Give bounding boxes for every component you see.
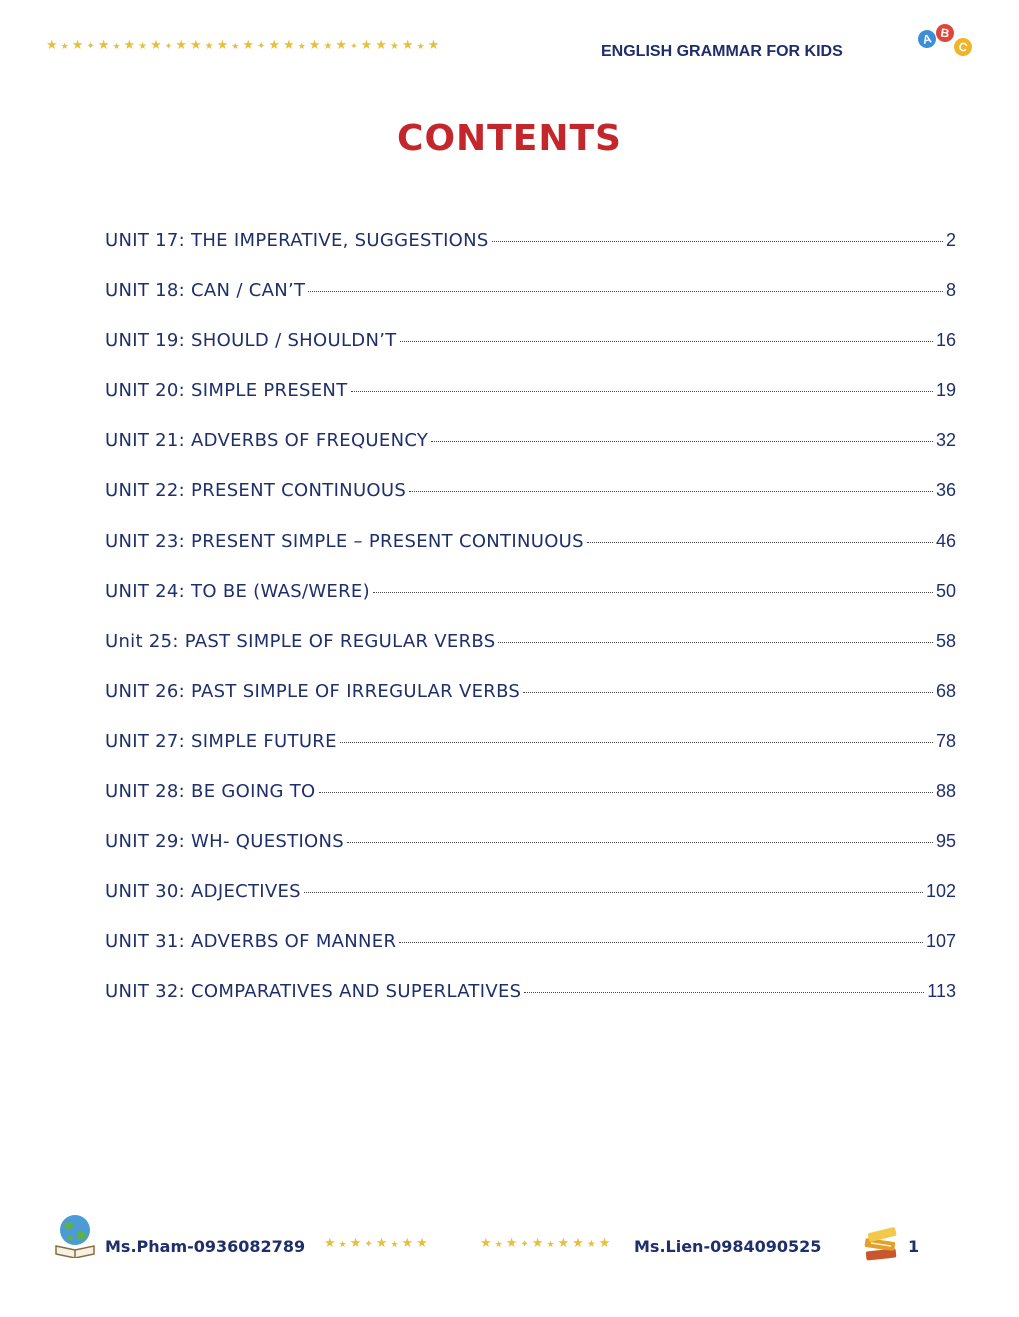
toc-dot-leader xyxy=(409,491,933,492)
toc-entry-page-number: 88 xyxy=(935,781,956,802)
toc-entry-label: UNIT 32: COMPARATIVES AND SUPERLATIVES xyxy=(105,981,522,1003)
toc-dot-leader xyxy=(340,742,933,743)
toc-entry-label: UNIT 22: PRESENT CONTINUOUS xyxy=(105,480,407,502)
books-icon xyxy=(862,1226,900,1262)
toc-entry-page-number: 78 xyxy=(935,730,956,751)
footer-contact-left: Ms.Pham-0936082789 xyxy=(105,1237,306,1256)
toc-dot-leader xyxy=(373,592,933,593)
toc-entry[interactable] xyxy=(105,280,956,330)
footer-star-decoration-left: ★★★✦★★★★ xyxy=(324,1236,431,1251)
toc-entry[interactable] xyxy=(105,931,956,981)
toc-entry[interactable] xyxy=(105,731,956,781)
toc-entry-page-number: 58 xyxy=(935,630,956,651)
page-number: 1 xyxy=(908,1237,920,1256)
toc-dot-leader xyxy=(319,792,933,793)
toc-entry-label: UNIT 26: PAST SIMPLE OF IRREGULAR VERBS xyxy=(105,680,521,702)
toc-dot-leader xyxy=(492,241,943,242)
toc-dot-leader xyxy=(351,391,933,392)
toc-entry[interactable] xyxy=(105,430,956,480)
toc-dot-leader xyxy=(587,542,933,543)
toc-entry[interactable] xyxy=(105,531,956,581)
toc-entry-label: UNIT 18: CAN / CAN’T xyxy=(105,280,306,302)
toc-entry[interactable] xyxy=(105,781,956,831)
header-star-decoration: ★★★✦★★★★★✦★★★★★★✦★★★★★★✦★★★★★★ xyxy=(46,38,443,53)
toc-entry-label: Unit 25: PAST SIMPLE OF REGULAR VERBS xyxy=(105,630,496,652)
toc-entry-page-number: 95 xyxy=(935,831,956,852)
toc-entry[interactable] xyxy=(105,631,956,681)
toc-entry-page-number: 16 xyxy=(935,330,956,351)
toc-entry[interactable] xyxy=(105,581,956,631)
toc-entry-page-number: 50 xyxy=(935,580,956,601)
page-title: CONTENTS xyxy=(397,118,622,159)
toc-entry-label: UNIT 30: ADJECTIVES xyxy=(105,881,301,903)
globe-book-icon xyxy=(54,1212,96,1258)
toc-entry-page-number: 68 xyxy=(935,680,956,701)
toc-entry[interactable] xyxy=(105,881,956,931)
toc-entry-label: UNIT 28: BE GOING TO xyxy=(105,781,316,803)
toc-entry-label: UNIT 23: PRESENT SIMPLE – PRESENT CONTINUOUS xyxy=(105,530,584,552)
toc-dot-leader xyxy=(523,692,933,693)
toc-entry-page-number: 32 xyxy=(935,430,956,451)
toc-entry-label: UNIT 20: SIMPLE PRESENT xyxy=(105,380,348,402)
toc-entry[interactable] xyxy=(105,380,956,430)
toc-entry-page-number: 19 xyxy=(935,380,956,401)
toc-entry-page-number: 46 xyxy=(935,530,956,551)
toc-entry-label: UNIT 31: ADVERBS OF MANNER xyxy=(105,931,397,953)
toc-entry[interactable] xyxy=(105,681,956,731)
footer-star-decoration-right: ★★★✦★★★★★★ xyxy=(480,1236,614,1251)
toc-dot-leader xyxy=(347,842,933,843)
toc-entry[interactable] xyxy=(105,981,956,1031)
footer-contact-right: Ms.Lien-0984090525 xyxy=(634,1237,822,1256)
toc-entry[interactable] xyxy=(105,831,956,881)
toc-dot-leader xyxy=(498,642,933,643)
toc-entry-page-number: 2 xyxy=(945,230,956,250)
toc-entry[interactable] xyxy=(105,480,956,530)
logo-letter-a: A xyxy=(916,28,937,49)
toc-entry[interactable] xyxy=(105,230,956,280)
header-title: ENGLISH GRAMMAR FOR KIDS xyxy=(601,43,843,60)
toc-dot-leader xyxy=(431,441,933,442)
toc-entry[interactable] xyxy=(105,330,956,380)
toc-entry-label: UNIT 17: THE IMPERATIVE, SUGGESTIONS xyxy=(105,230,489,251)
toc-entry-page-number: 113 xyxy=(927,981,956,1002)
toc-entry-label: UNIT 24: TO BE (WAS/WERE) xyxy=(105,580,370,602)
toc-entry-label: UNIT 19: SHOULD / SHOULDN’T xyxy=(105,330,397,352)
toc-entry-page-number: 8 xyxy=(945,280,956,301)
toc-dot-leader xyxy=(308,291,943,292)
toc-dot-leader xyxy=(400,341,933,342)
toc-entry-label: UNIT 29: WH- QUESTIONS xyxy=(105,831,345,853)
toc-entry-page-number: 102 xyxy=(925,881,956,902)
toc-entry-label: UNIT 21: ADVERBS OF FREQUENCY xyxy=(105,430,429,452)
toc-entry-label: UNIT 27: SIMPLE FUTURE xyxy=(105,730,337,752)
toc-dot-leader xyxy=(399,942,923,943)
toc-entry-page-number: 36 xyxy=(935,480,956,501)
toc-entry-page-number: 107 xyxy=(925,931,956,952)
toc-dot-leader xyxy=(304,892,923,893)
logo-letter-c: C xyxy=(952,36,974,58)
toc-dot-leader xyxy=(524,992,924,993)
logo-letter-b: B xyxy=(935,23,955,43)
table-of-contents xyxy=(105,230,956,1032)
abc-blocks-icon xyxy=(916,22,976,62)
